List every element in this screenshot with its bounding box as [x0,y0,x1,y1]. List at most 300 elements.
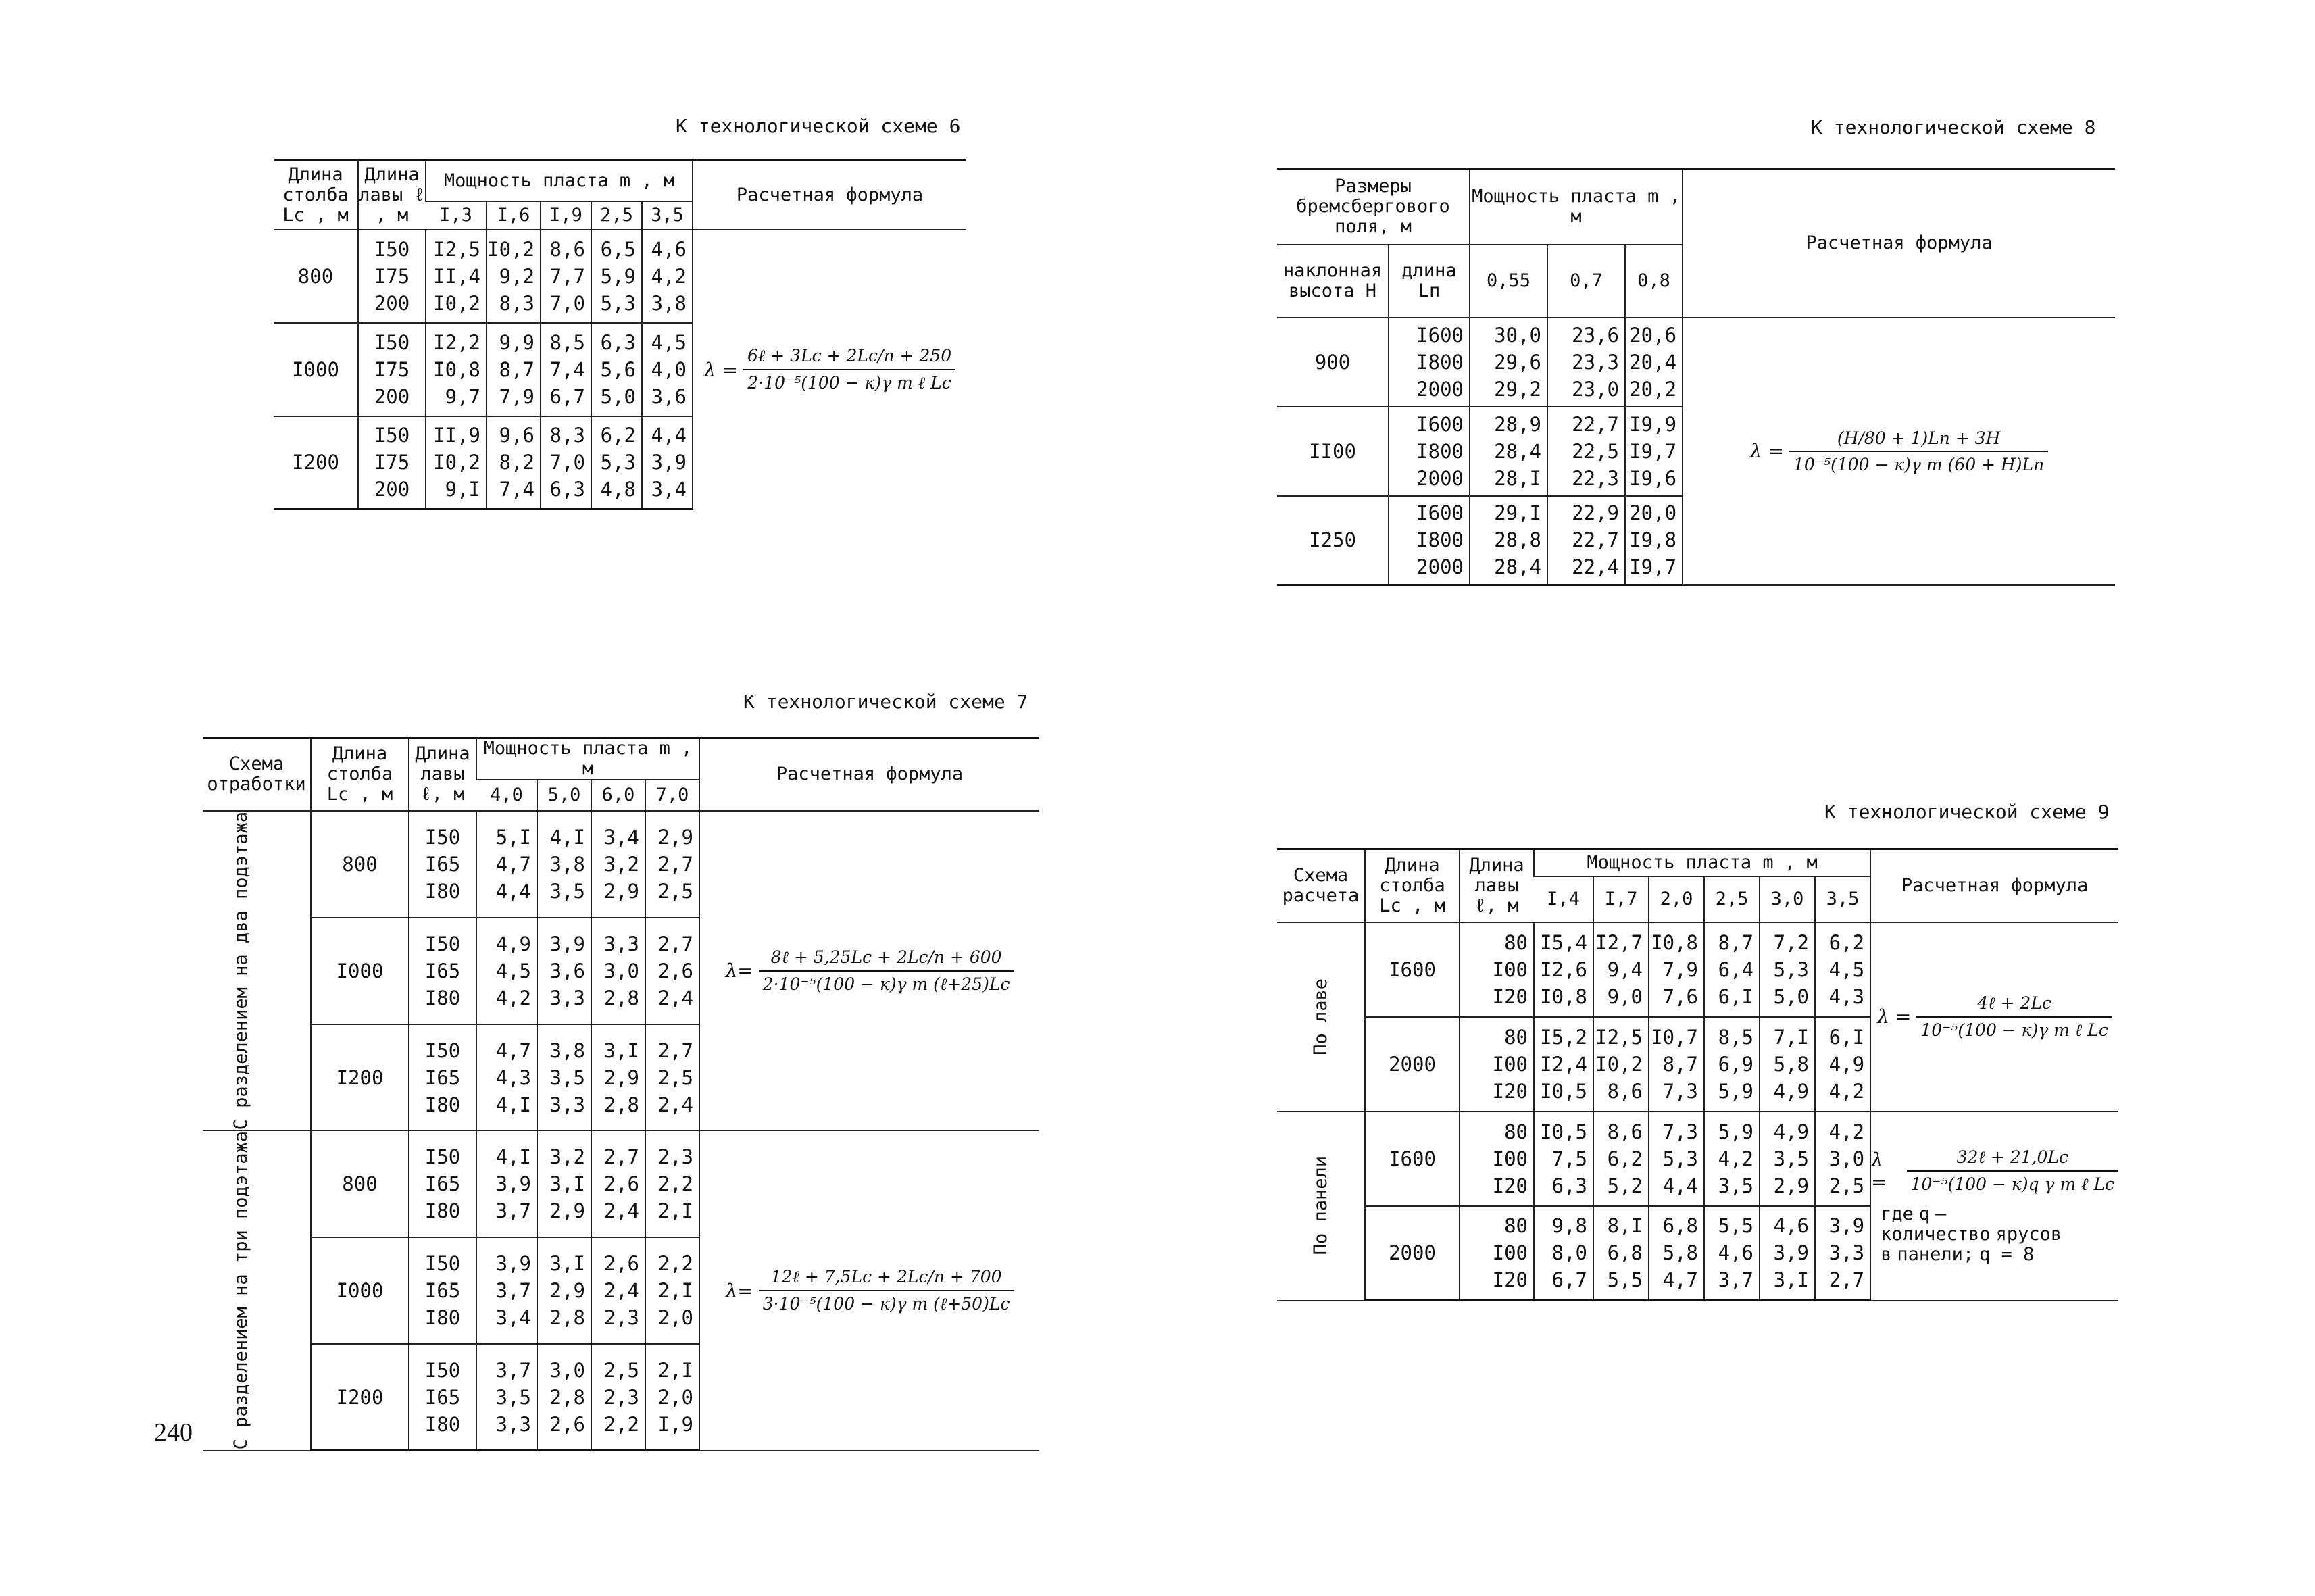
cell-value: 3,5 [1718,1174,1753,1197]
formula-numerator: 4ℓ + 2Lc [1977,993,2051,1013]
cell-value: 30,0 [1494,323,1542,347]
value-cell [1649,1017,1704,1112]
scheme-cell [203,811,311,1130]
scheme-label: С разделением на два подэтажа [230,812,251,1130]
cell-value: 2,I [657,1358,693,1382]
face-length-cell [409,918,476,1024]
value-cell [591,1344,645,1451]
header-m: 3,5 [642,201,693,230]
cell-value: I9,7 [1629,439,1677,463]
cell-value: 2,5 [657,1066,693,1089]
cell-value: I80 [424,1093,461,1116]
cell-value: I0,8 [1651,930,1698,954]
cell-value: 6,8 [1662,1214,1698,1238]
cell-value: 4,6 [1773,1214,1809,1238]
header-face-length: Длина лавы ℓ , м [358,161,426,230]
cell-value: 7,2 [1773,930,1809,954]
cell-value: I5,2 [1540,1025,1587,1049]
column-length-cell: I200 [274,416,358,509]
cell-value: 3,3 [495,1412,531,1436]
cell-value: 4,6 [1718,1241,1753,1265]
cell-value: 2,9 [549,1199,585,1223]
table-scheme-6 [274,159,966,510]
cell-value: 4,0 [651,357,687,381]
value-cell [645,1344,699,1451]
cell-value: 4,2 [1718,1147,1753,1170]
caption-scheme-7: К технологической схеме 7 [743,691,1028,713]
table-row [274,230,966,323]
cell-value: I80 [424,1199,461,1223]
cell-value: I00 [1492,1052,1528,1076]
cell-value: 4,2 [651,264,687,288]
value-cell [1815,1017,1870,1112]
cell-value: 5,5 [1718,1214,1753,1238]
cell-value: 22,7 [1572,528,1620,552]
cell-value: 7,3 [1662,1120,1698,1143]
cell-value: 3,9 [1773,1241,1809,1265]
cell-value: 3,9 [495,1172,531,1196]
face-length-cell [409,1344,476,1451]
formula-numerator: (H/80 + 1)Lп + 3H [1837,428,2001,448]
cell-value: 8,2 [499,451,534,474]
cell-value: 6,I [1718,984,1753,1008]
cell-value: 7,I [1773,1025,1809,1049]
cell-value: 6,4 [1718,957,1753,981]
cell-value: 7,4 [499,478,534,501]
formula-lhs: λ = [1871,1148,1887,1193]
cell-value: II,9 [433,424,480,447]
cell-value: 5,3 [600,291,636,315]
cell-value: 3,6 [549,959,585,982]
cell-value: 2,4 [603,1279,639,1303]
header-face-length: Длина лавы ℓ, м [409,738,476,812]
cell-value: 8,6 [1607,1079,1643,1103]
cell-value: I50 [374,237,410,261]
cell-value: 4,7 [495,1039,531,1062]
value-cell [1534,1206,1593,1301]
cell-value: 2,3 [603,1306,639,1330]
cell-value: 2,4 [657,986,693,1009]
table-scheme-9 [1277,848,2118,1301]
cell-value: 2,8 [603,1093,639,1116]
cell-value: I75 [374,264,410,288]
formula-cell [699,1130,1039,1450]
value-cell [1534,1017,1593,1112]
value-cell [1547,318,1625,407]
cell-value: 4,5 [495,959,531,982]
cell-value: 8,3 [549,424,585,447]
formula-cell [699,811,1039,1130]
cell-value: I50 [374,330,410,354]
cell-value: 8,7 [1662,1052,1698,1076]
cell-value: 80 [1504,930,1528,954]
cell-value: 2,7 [657,932,693,955]
cell-value: I9,6 [1629,466,1677,490]
cell-value: 4,3 [1828,984,1865,1008]
cell-value: I0,2 [433,291,480,315]
cell-value: 3,8 [549,852,585,876]
cell-value: 3,4 [603,825,639,849]
column-length-cell: 800 [274,230,358,323]
cell-value: 2,I [657,1279,693,1303]
header-m: 7,0 [645,780,699,811]
value-cell [541,416,591,509]
cell-value: 4,9 [1773,1120,1809,1143]
header-inclined-height: наклонная высота H [1277,245,1389,318]
cell-value: I20 [1492,1268,1528,1292]
cell-value: 7,3 [1662,1079,1698,1103]
cell-value: 2,I [657,1199,693,1223]
cell-value: 6,2 [1828,930,1865,954]
cell-value: 20,2 [1629,377,1677,401]
cell-value: 5,3 [1662,1147,1698,1170]
header-m: 0,55 [1470,245,1547,318]
value-cell [591,1237,645,1344]
cell-value: 8,7 [1718,930,1753,954]
cell-value: I50 [424,1252,461,1276]
value-cell [1547,496,1625,585]
cell-value: 7,9 [1662,957,1698,981]
cell-value: 4,2 [495,986,531,1009]
header-seam-thickness: Мощность пласта m , м [1470,169,1683,245]
cell-value: 80 [1504,1214,1528,1238]
value-cell [1470,318,1547,407]
value-cell [645,1130,699,1237]
cell-value: 22,7 [1572,412,1620,436]
panel-length-cell [1389,496,1470,585]
value-cell [541,323,591,416]
cell-value: 4,4 [1662,1174,1698,1197]
value-cell [487,416,541,509]
formula-denominator: 2·10⁻⁵(100 − к)γ m ℓ Lc [747,373,951,393]
cell-value: 6,2 [1607,1147,1643,1170]
value-cell [591,416,642,509]
cell-value: 3,7 [495,1358,531,1382]
cell-value: I50 [424,932,461,955]
value-cell [537,1024,591,1131]
cell-value: I9,7 [1629,555,1677,579]
cell-value: 5,5 [1607,1268,1643,1292]
cell-value: 2000 [1416,377,1464,401]
cell-value: 9,8 [1551,1214,1587,1238]
cell-value: I2,5 [433,237,480,261]
cell-value: 28,8 [1494,528,1542,552]
cell-value: 2,9 [549,1279,585,1303]
cell-value: I0,2 [1595,1052,1643,1076]
cell-value: 9,6 [499,424,534,447]
cell-value: I65 [424,1066,461,1089]
cell-value: 3,7 [1718,1268,1753,1292]
cell-value: 3,0 [1828,1147,1865,1170]
face-length-cell [409,1130,476,1237]
cell-value: 5,0 [1773,984,1809,1008]
value-cell [1760,1017,1815,1112]
column-length-cell: I200 [311,1024,409,1131]
cell-value: 6,9 [1718,1052,1753,1076]
face-length-cell [358,230,426,323]
page-number: 240 [154,1418,193,1447]
cell-value: 4,7 [1662,1268,1698,1292]
value-cell [537,811,591,918]
cell-value: I65 [424,852,461,876]
cell-value: 3,5 [495,1385,531,1409]
value-cell [476,1024,537,1131]
header-m: I,9 [541,201,591,230]
note-text: панели; [1897,1243,1974,1265]
cell-value: 8,I [1607,1214,1643,1238]
cell-value: 3,8 [549,1039,585,1062]
cell-value: 2,2 [603,1412,639,1436]
value-cell [537,1130,591,1237]
value-cell [1593,1112,1649,1206]
column-length-cell: I000 [274,323,358,416]
face-length-cell [1460,1017,1534,1112]
cell-value: 3,2 [603,852,639,876]
cell-value: 2,4 [657,1093,693,1116]
formula-lhs: λ = [703,358,739,381]
cell-value: 2,8 [603,986,639,1009]
cell-value: 4,8 [600,478,636,501]
cell-value: I75 [374,357,410,381]
header-m: 6,0 [591,780,645,811]
cell-value: 7,0 [549,451,585,474]
cell-value: 3,4 [495,1306,531,1330]
column-length-cell: 2000 [1365,1206,1460,1301]
header-seam-thickness: Мощность пласта m , м [426,161,693,201]
value-cell [591,918,645,1024]
cell-value: II,4 [433,264,480,288]
face-length-cell [1460,1206,1534,1301]
cell-value: 3,9 [651,451,687,474]
cell-value: I00 [1492,1147,1528,1170]
cell-value: 5,8 [1773,1052,1809,1076]
scheme-cell [1277,1112,1365,1301]
cell-value: 7,6 [1662,984,1698,1008]
cell-value: 29,2 [1494,377,1542,401]
formula-cell [1683,318,2115,585]
value-cell [426,416,487,509]
header-m: 2,5 [591,201,642,230]
value-cell [476,1344,537,1451]
value-cell [537,1237,591,1344]
cell-value: 5,6 [600,357,636,381]
scheme-label: По лаве [1310,978,1331,1055]
cell-value: I75 [374,451,410,474]
formula-cell [1870,922,2118,1112]
cell-value: 2,9 [1773,1174,1809,1197]
value-cell [541,230,591,323]
cell-value: 3,3 [603,932,639,955]
value-cell [487,230,541,323]
value-cell [642,230,693,323]
cell-value: 22,3 [1572,466,1620,490]
table-row [203,811,1039,918]
value-cell [1470,407,1547,496]
cell-value: 2,4 [603,1199,639,1223]
note-text: где [1881,1203,1914,1224]
cell-value: 4,9 [495,932,531,955]
cell-value: I2,7 [1595,930,1643,954]
cell-value: 8,6 [1607,1120,1643,1143]
header-m: I,3 [426,201,487,230]
formula-numerator: 6ℓ + 3Lc + 2Lc/n + 250 [747,346,952,366]
face-length-cell [358,416,426,509]
cell-value: I2,5 [1595,1025,1643,1049]
cell-value: 20,0 [1629,501,1677,525]
cell-value: 3,8 [651,291,687,315]
value-cell [1760,1112,1815,1206]
cell-value: 3,5 [549,879,585,903]
cell-value: I0,5 [1540,1120,1587,1143]
value-cell [645,1024,699,1131]
cell-value: 28,4 [1494,439,1542,463]
cell-value: 4,9 [1773,1079,1809,1103]
cell-value: 2,3 [657,1145,693,1169]
note-text: – количество [1881,1203,1991,1245]
cell-value: 29,6 [1494,350,1542,374]
cell-value: 3,I [549,1252,585,1276]
cell-value: 2,0 [657,1385,693,1409]
header-m: I,4 [1534,876,1593,922]
header-m: 3,0 [1760,876,1815,922]
value-cell [1815,1112,1870,1206]
value-cell [1704,922,1760,1017]
cell-value: 5,9 [600,264,636,288]
face-length-cell [409,1024,476,1131]
cell-value: 4,I [495,1145,531,1169]
panel-length-cell [1389,407,1470,496]
cell-value: 2,9 [603,879,639,903]
table-row [1277,318,2115,407]
cell-value: 8,5 [549,330,585,354]
cell-value: 9,7 [445,384,480,408]
header-m: 3,5 [1815,876,1870,922]
cell-value: I0,2 [487,237,534,261]
cell-value: 4,I [495,1093,531,1116]
formula-denominator: 10⁻⁵(100 − к)γ m ℓ Lc [1920,1020,2108,1040]
header-panel-length: длина Lп [1389,245,1470,318]
value-cell [591,1130,645,1237]
header-scheme: Схема расчета [1277,849,1365,922]
column-length-cell: I200 [311,1344,409,1451]
value-cell [1625,318,1683,407]
cell-value: 4,4 [495,879,531,903]
value-cell [591,230,642,323]
column-length-cell: 800 [311,1130,409,1237]
cell-value: 8,3 [499,291,534,315]
cell-value: 8,5 [1718,1025,1753,1049]
formula-numerator: 8ℓ + 5,25Lc + 2Lc/n + 600 [770,947,1002,967]
cell-value: I800 [1416,439,1464,463]
face-length-cell [409,811,476,918]
face-length-cell [1460,922,1534,1017]
cell-value: 2,7 [657,852,693,876]
cell-value: 6,2 [600,424,636,447]
cell-value: 28,I [1494,466,1542,490]
cell-value: 3,6 [651,384,687,408]
cell-value: 7,7 [549,264,585,288]
value-cell [642,323,693,416]
note-text: q = 8 [1979,1243,2035,1265]
cell-value: 3,0 [549,1358,585,1382]
face-length-cell [409,1237,476,1344]
cell-value: I2,2 [433,330,480,354]
inclined-height-cell: 900 [1277,318,1389,407]
value-cell [1649,1112,1704,1206]
cell-value: 22,4 [1572,555,1620,579]
header-face-length: Длина лавы ℓ, м [1460,849,1534,922]
formula-numerator: 32ℓ + 21,0Lc [1956,1147,2068,1167]
cell-value: I50 [424,1145,461,1169]
cell-value: 9,9 [499,330,534,354]
formula-lhs: λ = [1877,1005,1912,1028]
header-seam-thickness: Мощность пласта m , м [476,738,699,780]
formula-numerator: 12ℓ + 7,5Lc + 2Lc/n + 700 [770,1267,1002,1287]
formula-lhs: λ= [725,959,753,982]
formula-lhs: λ = [1749,440,1784,462]
column-length-cell: I600 [1365,922,1460,1017]
cell-value: 5,3 [600,451,636,474]
value-cell [591,323,642,416]
cell-value: 8,7 [499,357,534,381]
header-m: I,6 [487,201,541,230]
table-scheme-7 [203,737,1039,1451]
caption-scheme-6: К технологической схеме 6 [676,115,961,137]
cell-value: 7,5 [1551,1147,1587,1170]
cell-value: 20,6 [1629,323,1677,347]
header-m: 2,0 [1649,876,1704,922]
header-formula: Расчетная формула [1870,849,2118,922]
note-text: q [1918,1203,1931,1224]
value-cell [537,1344,591,1451]
cell-value: 3,I [1773,1268,1809,1292]
inclined-height-cell: I250 [1277,496,1389,585]
header-formula: Расчетная формула [1683,169,2115,318]
cell-value: 2,5 [1828,1174,1865,1197]
value-cell [1760,922,1815,1017]
formula-note [1871,1204,2118,1265]
cell-value: 2000 [1416,466,1464,490]
cell-value: I0,5 [1540,1079,1587,1103]
cell-value: 3,I [549,1172,585,1196]
inclined-height-cell: II00 [1277,407,1389,496]
cell-value: 2,5 [657,879,693,903]
cell-value: 4,6 [651,237,687,261]
column-length-cell: I600 [1365,1112,1460,1206]
formula-denominator: 10⁻⁵(100 − к)γ m (60 + H)Lп [1793,454,2045,474]
cell-value: I2,6 [1540,957,1587,981]
cell-value: 2,2 [657,1172,693,1196]
face-length-cell [1460,1112,1534,1206]
cell-value: 4,7 [495,852,531,876]
cell-value: 80 [1504,1120,1528,1143]
cell-value: 6,3 [1551,1174,1587,1197]
cell-value: 4,9 [1828,1052,1865,1076]
value-cell [476,811,537,918]
value-cell [645,918,699,1024]
cell-value: 3,9 [495,1252,531,1276]
cell-value: 3,0 [603,959,639,982]
header-m: 5,0 [537,780,591,811]
cell-value: 2,6 [657,959,693,982]
cell-value: 2,8 [549,1385,585,1409]
cell-value: 2000 [1416,555,1464,579]
cell-value: I00 [1492,957,1528,981]
cell-value: 2,0 [657,1306,693,1330]
cell-value: 3,7 [495,1279,531,1303]
cell-value: 23,3 [1572,350,1620,374]
cell-value: 2,7 [1828,1268,1865,1292]
